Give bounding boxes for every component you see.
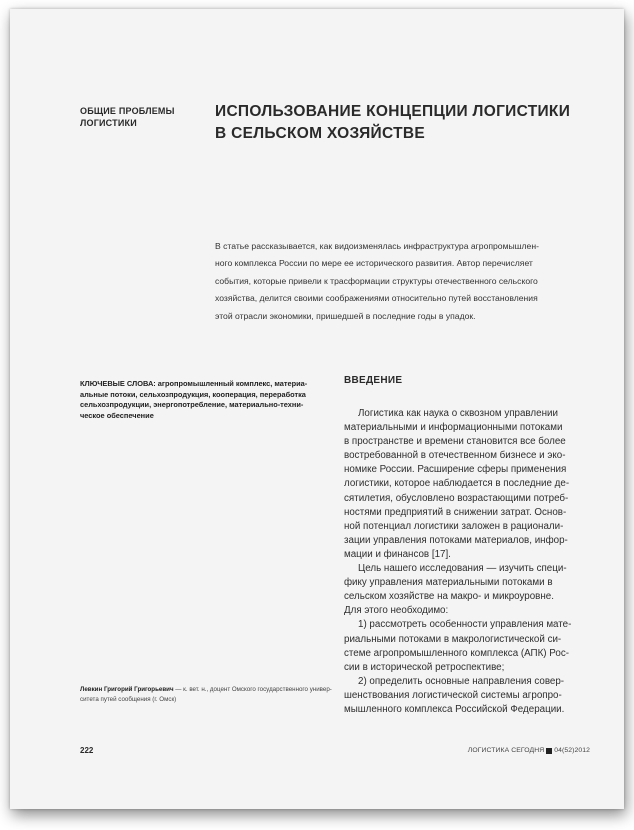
body-line: ностями предприятий в снижении затрат. Основ- — [344, 506, 567, 518]
body-line: фику управления материальными потоками в — [344, 577, 553, 589]
title-line: В СЕЛЬСКОМ ХОЗЯЙСТВЕ — [215, 125, 425, 142]
body-line: 2) определить основные направления совер- — [358, 675, 565, 687]
body-line: стеме агропромышленного комплекса (АПК) Рос- — [344, 647, 569, 659]
body-line: ной потенциал логистики заложен в рационали- — [344, 520, 564, 532]
keywords-line: альные потоки, сельхозпродукция, кооперация, переработка — [80, 389, 306, 399]
author-line — [80, 685, 340, 695]
abstract — [215, 238, 600, 325]
body-line: сии в исторической ретроспективе; — [344, 661, 505, 673]
journal-page — [10, 9, 624, 809]
keywords-line: ческое обеспечение — [80, 410, 154, 420]
body-line: Для этого необходимо: — [344, 605, 449, 617]
body-line: материальными и информационными потоками — [344, 422, 563, 434]
body-line: Логистика как наука о сквозном управлении — [358, 408, 558, 419]
body-line: Цель нашего исследования — изучить специ- — [358, 563, 567, 575]
body-line: сельском хозяйстве на макро- и микроуровне. — [344, 591, 554, 603]
author-name: Левкин Григорий Григорьевич — [80, 686, 174, 693]
body-line: в пространстве и времени становится все более — [344, 436, 566, 448]
body-line: номике России. Расширение сферы применения — [344, 464, 567, 476]
abstract-line: ного комплекса России по мере ее исторического развития. Автор перечисляет — [215, 258, 533, 269]
body-line: зации управления потоками материалов, инфор- — [344, 534, 568, 546]
body-line: логистики, которое наблюдается в последние де- — [344, 478, 570, 490]
section-tag — [80, 105, 200, 129]
keywords-line: КЛЮЧЕВЫЕ СЛОВА: агропромышленный комплекс, материа- — [80, 379, 308, 388]
body-line: шенствования логистической системы агропро- — [344, 689, 562, 701]
keywords — [80, 379, 330, 421]
abstract-line: хозяйства, делится своими соображениями относительно путей восстановления — [215, 293, 538, 304]
journal-name: ЛОГИСТИКА СЕГОДНЯ — [467, 747, 545, 754]
body-line: риальными потоками в макрологистической си- — [344, 633, 562, 645]
body-line: мышленного комплекса Российской Федерации. — [344, 703, 565, 715]
journal-issue: 04(52)2012 — [554, 747, 590, 754]
body-line: востребованной в отечественном бизнесе и эко- — [344, 450, 566, 462]
author-note — [80, 685, 340, 704]
author-line: ситета путей сообщения (г. Омск) — [80, 695, 177, 703]
body-line: мации и финансов [17]. — [344, 548, 451, 560]
journal-footer — [468, 747, 590, 754]
section-tag-line: ЛОГИСТИКИ — [80, 118, 137, 128]
keywords-line: сельхозпродукции, энергопотребление, материально-техни- — [80, 400, 304, 410]
abstract-line: В статье рассказывается, как видоизменялась инфраструктура агропромышлен- — [215, 241, 539, 251]
title-line: ИСПОЛЬЗОВАНИЕ КОНЦЕПЦИИ ЛОГИСТИКИ — [215, 103, 571, 120]
section-tag-line: ОБЩИЕ ПРОБЛЕМЫ — [80, 106, 175, 116]
abstract-line: события, которые привели к трасформации структуры отечественного сельского — [215, 275, 538, 286]
body-line: 1) рассмотреть особенности управления мате- — [358, 619, 572, 631]
page-number: 222 — [80, 746, 94, 755]
abstract-line: этой отрасли экономики, пришедшей в последние годы в упадок. — [215, 310, 476, 321]
square-bullet-icon — [546, 748, 552, 754]
intro-body — [344, 407, 600, 717]
body-line: сятилетия, обусловлено возрастающими потреб- — [344, 492, 569, 504]
intro-heading: ВВЕДЕНИЕ — [344, 375, 403, 386]
author-affiliation: — к. вет. н., доцент Омского государственного универ- — [173, 686, 332, 693]
article-title — [215, 101, 605, 145]
